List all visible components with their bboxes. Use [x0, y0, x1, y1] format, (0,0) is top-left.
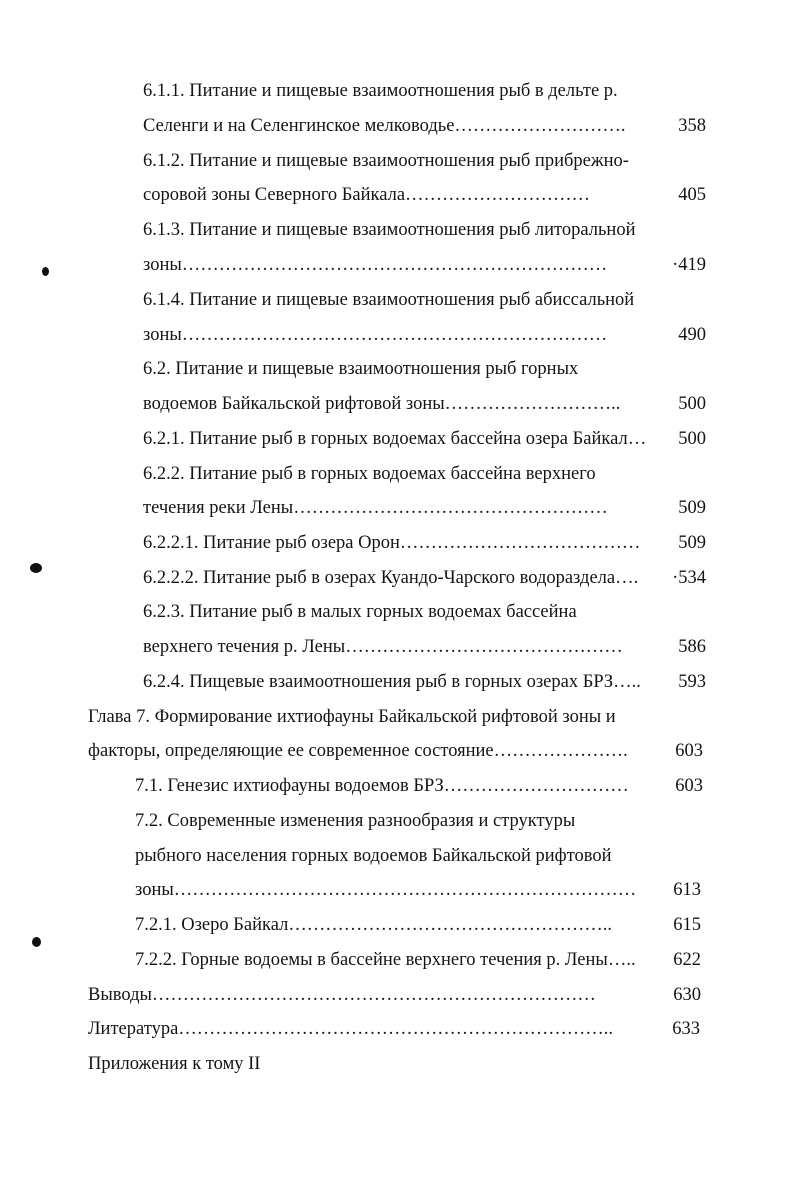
toc-page-number: 613 [673, 880, 701, 900]
toc-line: водоемов Байкальской рифтовой зоны……………………….. [143, 394, 621, 414]
toc-page-number: 633 [672, 1019, 700, 1039]
ink-blot-decoration [32, 937, 41, 947]
toc-line: соровой зоны Северного Байкала………………………… [143, 185, 591, 205]
toc-page-number: 586 [678, 637, 706, 657]
toc-line: 6.1.3. Питание и пищевые взаимоотношения рыб литоральной [143, 220, 636, 240]
toc-line: рыбного населения горных водоемов Байкальской рифтовой [135, 846, 612, 866]
toc-chapter-line: Глава 7. Формирование ихтиофауны Байкальской рифтовой зоны и [88, 707, 616, 727]
toc-line: 6.1.4. Питание и пищевые взаимоотношения рыб абиссальной [143, 290, 635, 310]
ink-blot-decoration [42, 267, 49, 276]
toc-line: 7.1. Генезис ихтиофауны водоемов БРЗ………………………… [135, 776, 629, 796]
toc-line: зоны………………………………………………………………… [135, 880, 637, 900]
toc-line: 6.2.2.1. Питание рыб озера Орон………………………………… [143, 533, 641, 553]
toc-chapter-line: факторы, определяющие ее современное состояние…………………. [88, 741, 628, 761]
toc-line: зоны…………………………………………………………… [143, 255, 608, 275]
toc-line: зоны…………………………………………………………… [143, 325, 608, 345]
toc-page-number: 500 [678, 429, 706, 449]
toc-page-number: 500 [678, 394, 706, 414]
toc-page-number: 615 [673, 915, 701, 935]
toc-page-number: 358 [678, 116, 706, 136]
toc-page-number: 603 [675, 776, 703, 796]
toc-line: 7.2. Современные изменения разнообразия и структуры [135, 811, 576, 831]
toc-page-number: 405 [678, 185, 706, 205]
toc-chapter-line: Литература…………………………………………………………….. [88, 1019, 614, 1039]
toc-line: 6.1.1. Питание и пищевые взаимоотношения рыб в дельте р. [143, 81, 618, 101]
toc-page-number: 593 [678, 672, 706, 692]
toc-chapter-line: Выводы……………………………………………………………… [88, 985, 596, 1005]
toc-line: течения реки Лены…………………………………………… [143, 498, 608, 518]
toc-line: 7.2.2. Горные водоемы в бассейне верхнего течения р. Лены….. [135, 950, 636, 970]
toc-chapter-line: Приложения к тому II [88, 1054, 261, 1074]
toc-page-number: 622 [673, 950, 701, 970]
toc-line: 6.1.2. Питание и пищевые взаимоотношения рыб прибрежно- [143, 151, 629, 171]
toc-page-number: ·419 [672, 255, 706, 275]
toc-line: верхнего течения р. Лены……………………………………… [143, 637, 623, 657]
toc-line: 6.2.3. Питание рыб в малых горных водоемах бассейна [143, 602, 577, 622]
toc-line: Селенги и на Селенгинское мелководье………………………. [143, 116, 626, 136]
toc-line: 6.2.4. Пищевые взаимоотношения рыб в горных озерах БРЗ….. [143, 672, 641, 692]
toc-page-number: 509 [678, 533, 706, 553]
toc-line: 7.2.1. Озеро Байкал…………………………………………….. [135, 915, 613, 935]
toc-page-number: 603 [675, 741, 703, 761]
toc-page-number: 509 [678, 498, 706, 518]
toc-line: 6.2. Питание и пищевые взаимоотношения рыб горных [143, 359, 579, 379]
toc-page-number: 490 [678, 325, 706, 345]
toc-page-number: ·534 [672, 568, 706, 588]
ink-blot-decoration [30, 563, 42, 573]
toc-line: 6.2.1. Питание рыб в горных водоемах бассейна озера Байкал… [143, 429, 647, 449]
toc-line: 6.2.2. Питание рыб в горных водоемах бассейна верхнего [143, 464, 596, 484]
toc-line: 6.2.2.2. Питание рыб в озерах Куандо-Чарского водораздела…. [143, 568, 639, 588]
toc-page-number: 630 [673, 985, 701, 1005]
